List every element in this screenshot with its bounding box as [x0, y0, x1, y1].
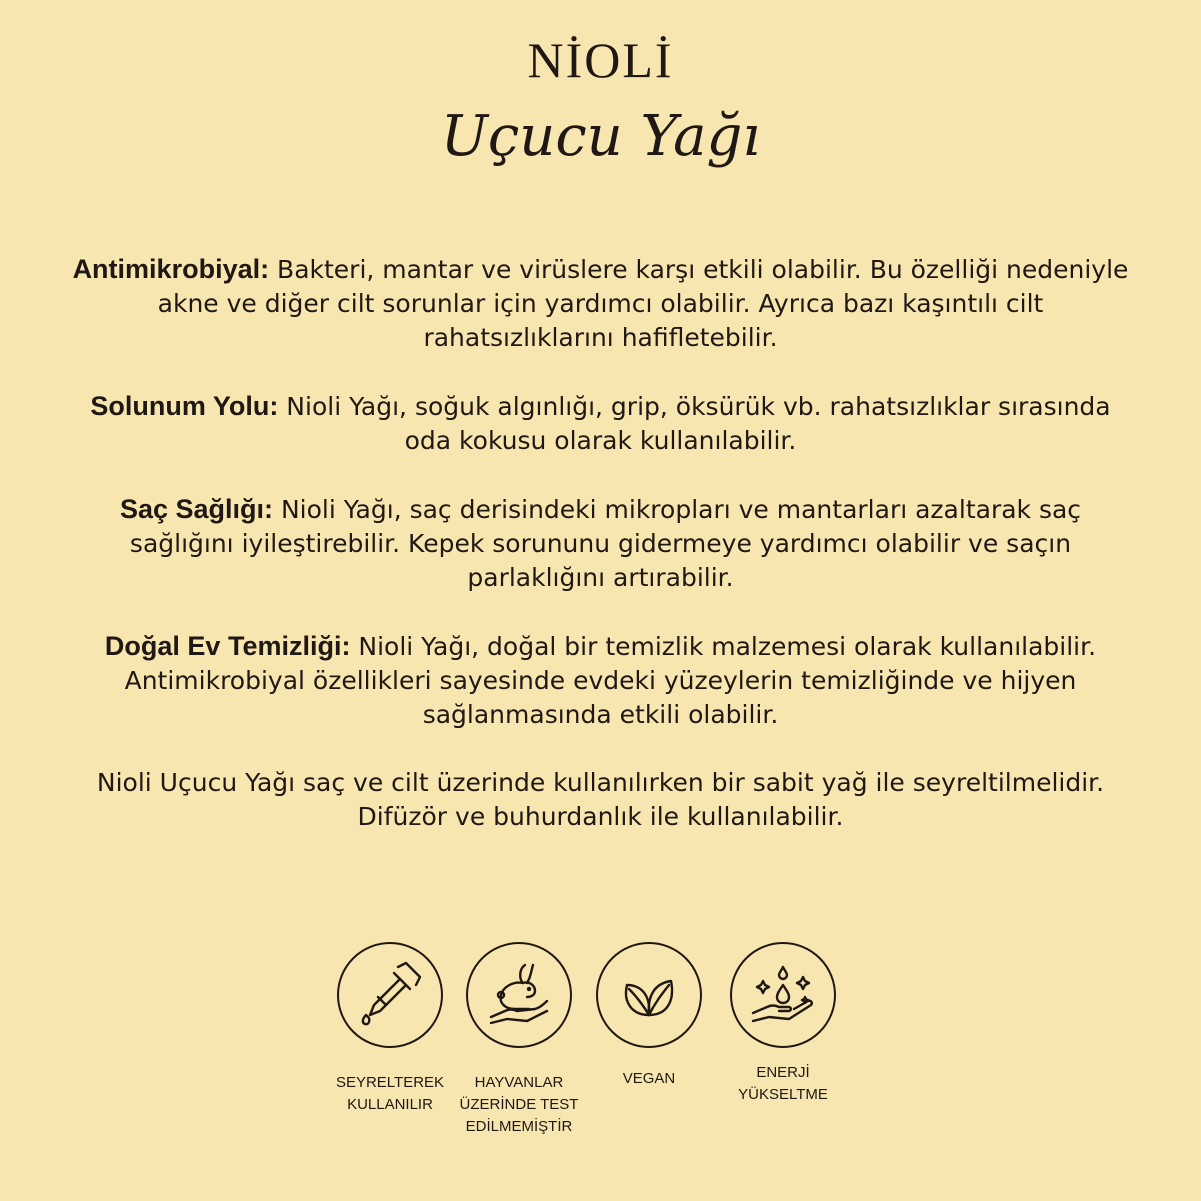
- badge-label: SEYRELTEREK KULLANILIR: [335, 1074, 445, 1113]
- usage-note-dilution: Nioli Uçucu Yağı saç ve cilt üzerinde kullanılırken bir sabit yağ ile seyreltilmelidir.: [96, 768, 1105, 797]
- section-title: Solunum Yolu:: [90, 391, 279, 421]
- section-title: Antimikrobiyal:: [72, 254, 270, 284]
- badge-cruelty-free: [444, 942, 594, 1138]
- section-text: Nioli Yağı, doğal bir temizlik malzemesi olarak kullanılabilir. Antimikrobiyal özellikleri sayesinde evdeki yüzeylerin temizliğinde ve hijyen sağlanmasında etkili olabilir.: [124, 632, 1097, 729]
- dropper-icon: [354, 957, 426, 1033]
- badge-energy: [708, 942, 858, 1106]
- leaf-icon: [613, 957, 685, 1033]
- section-hair-health: [70, 492, 1131, 595]
- badge-circle: [596, 942, 702, 1048]
- product-subtitle: Uçucu Yağı: [440, 104, 761, 169]
- section-antimicrobial: [70, 252, 1131, 355]
- usage-note-diffuser: Difüzör ve buhurdanlık ile kullanılabilir.: [357, 802, 844, 831]
- section-title: Saç Sağlığı:: [119, 494, 273, 524]
- badge-label: HAYVANLAR ÜZERİNDE TEST EDİLMEMİŞTİR: [459, 1074, 579, 1135]
- usage-note: [70, 766, 1131, 834]
- badge-circle: [337, 942, 443, 1048]
- badge-circle: [466, 942, 572, 1048]
- section-title: Doğal Ev Temizliği:: [104, 631, 351, 661]
- section-home-cleaning: [70, 629, 1131, 732]
- brand-logo-text: NİOLİ: [527, 32, 674, 88]
- badge-circle: [730, 942, 836, 1048]
- badge-label: ENERJİ YÜKSELTME: [738, 1064, 828, 1103]
- section-text: Bakteri, mantar ve virüslere karşı etkili olabilir. Bu özelliği nedeniyle akne ve diğer cilt sorunlar için yardımcı olabilir. Ayrıca bazı kaşıntılı cilt rahatsızlıklarını hafifletebilir.: [157, 255, 1129, 352]
- badge-vegan: [574, 942, 724, 1090]
- description-content: [70, 252, 1131, 834]
- section-text: Nioli Yağı, saç derisindeki mikropları ve mantarları azaltarak saç sağlığını iyileştirebilir. Kepek sorununu gidermeye yardımcı olabilir ve saçın parlaklığını artırabilir.: [129, 495, 1082, 592]
- badge-dilute: [315, 942, 465, 1116]
- sparkle-drop-hand-icon: [747, 957, 819, 1033]
- section-text: Nioli Yağı, soğuk algınlığı, grip, öksürük vb. rahatsızlıklar sırasında oda kokusu olarak kullanılabilir.: [278, 392, 1111, 455]
- section-respiratory: [70, 389, 1131, 458]
- rabbit-hand-icon: [483, 957, 555, 1033]
- feature-badges: [0, 942, 1201, 1162]
- badge-label: VEGAN: [622, 1070, 676, 1087]
